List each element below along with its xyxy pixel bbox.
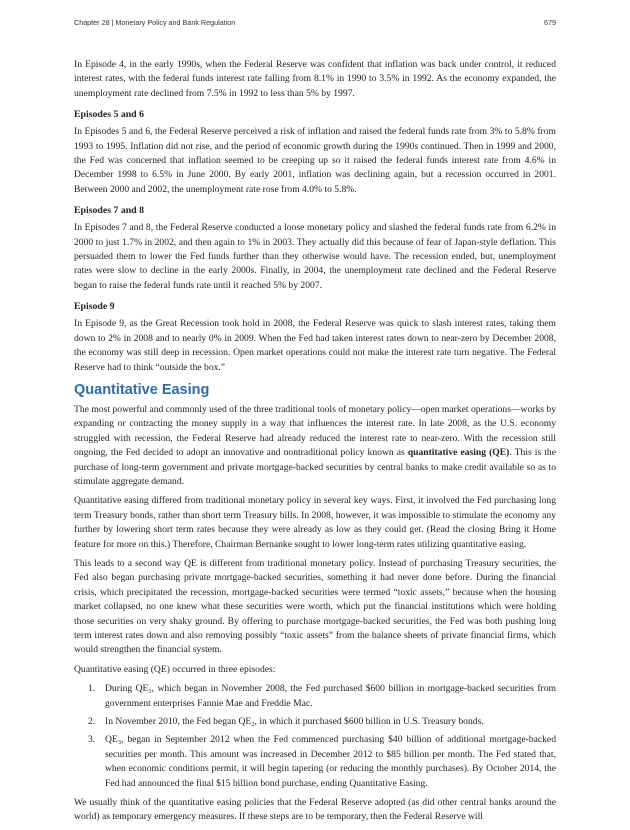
section-heading-quantitative-easing: Quantitative Easing [74, 381, 210, 398]
list-number: 3. [88, 734, 96, 746]
list-text: , in which it purchased $600 billion in U.S. Treasury bonds. [254, 716, 484, 728]
paragraph-qe-temporary: We usually think of the quantitative easing policies that the Federal Reserve adopted (as did other central banks around the world) as temporary emergency measures. If these steps are to be temporary, then the Federal Reserve will [74, 797, 556, 823]
list-item [74, 682, 556, 711]
qe-definition-text-a: The most powerful and commonly used of the three traditional tools of monetary policy—open market operations—works by expanding or contracting the money supply in a way that influences the interest rate. In late 2008, as the U.S. economy struggled with recession, the Federal Reserve had already reduced the interest rate to near-zero. With the recession still ongoing, the Fed decided to adopt an innovative and nontraditional policy known as [74, 403, 556, 459]
paragraph-qe-definition [74, 403, 556, 489]
heading-episodes-7-8: Episodes 7 and 8 [74, 205, 144, 217]
paragraph-episodes-5-6: In Episodes 5 and 6, the Federal Reserve perceived a risk of inflation and raised the federal funds rate from 3% to 5.8% from 1993 to 1995. Inflation did not rise, and the period of economic growth during the 1990s continued. Then in 1999 and 2000, the Fed was concerned that inflation seemed to be creeping up so it raised the federal funds interest rate from 4.6% in December 1998 to 6.5% in June 2000. By early 2001, inflation was declining again, but a recession occurred in 2001. Between 2000 and 2002, the unemployment rate rose from 4.0% to 5.8%. [74, 126, 556, 195]
heading-episodes-5-6: Episodes 5 and 6 [74, 109, 144, 121]
list-text: , began in September 2012 when the Fed commenced purchasing $40 billion of additional mortgage-backed securities per month. This amount was increased in December 2012 to $85 billion per month. The Fed stated that, when economic conditions permit, it will begin tapering (or reducing the monthly purchases). By October 2014, the Fed had announced the final $15 billion bond purchase, ending Quantitative Easing. [105, 734, 556, 789]
list-item [74, 733, 556, 791]
list-text: , which began in November 2008, the Fed purchased $600 billion in mortgage-backed securities from government enterprises Fannie Mae and Freddie Mac. [105, 683, 556, 709]
key-term-qe: quantitative easing (QE) [407, 447, 510, 459]
qe-definition-text-b: . This is the purchase of long-term government and private mortgage-backed securities by central banks to make credit available so as to stimulate aggregate demand. [74, 447, 556, 487]
heading-episode-9: Episode 9 [74, 301, 115, 313]
list-text: QE [105, 734, 118, 746]
subscript: 3 [117, 739, 122, 747]
list-text: During QE [105, 683, 149, 695]
running-header [74, 18, 556, 30]
subscript: 1 [148, 688, 152, 696]
qe-episodes-list [74, 682, 556, 791]
page-number: 679 [544, 18, 556, 27]
list-item [74, 715, 556, 729]
chapter-title: Chapter 28 | Monetary Policy and Bank Regulation [74, 18, 236, 27]
paragraph-qe-episodes-intro: Quantitative easing (QE) occurred in three episodes: [74, 663, 276, 675]
list-number: 2. [88, 716, 96, 728]
list-number: 1. [88, 683, 96, 695]
page-content [74, 58, 556, 830]
subscript: 2 [251, 721, 255, 729]
paragraph-qe-mortgage-securities: This leads to a second way QE is different from traditional monetary policy. Instead of purchasing Treasury securities, the Fed also began purchasing private mortgage-backed securities, something it had never done before. During the financial crisis, which precipitated the recession, mortgage-backed securities were termed “toxic assets,” because when the housing market collapsed, no one knew what these securities were worth, which put the financial institutions which were holding those securities on very shaky ground. By offering to purchase mortgage-backed securities, the Fed was both pushing long term interest rates down and also removing possibly “toxic assets” from the balance sheets of private financial firms, which would strengthen the financial system. [74, 557, 556, 656]
paragraph-qe-differences: Quantitative easing differed from traditional monetary policy in several key ways. First, it involved the Fed purchasing long term Treasury bonds, rather than short term Treasury bills. In 2008, however, it was impossible to stimulate the economy any further by lowering short term rates because they were already as low as they could get. (Read the closing Bring it Home feature for more on this.) Therefore, Chairman Bernanke sought to lower long-term rates utilizing quantitative easing. [74, 495, 556, 550]
list-text: In November 2010, the Fed began QE [105, 716, 252, 728]
paragraph-episode-9: In Episode 9, as the Great Recession took hold in 2008, the Federal Reserve was quick to slash interest rates, taking them down to 2% in 2008 and to nearly 0% in 2009. When the Fed had taken interest rates down to near-zero by December 2008, the economy was still deep in recession. Open market operations could not make the interest rate turn negative. The Federal Reserve had to think “outside the box.” [74, 318, 556, 373]
paragraph-episode-4: In Episode 4, in the early 1990s, when the Federal Reserve was confident that inflation was back under control, it reduced interest rates, with the federal funds interest rate falling from 8.1% in 1990 to 3.5% in 1992. As the economy expanded, the unemployment rate declined from 7.5% in 1992 to less than 5% by 1997. [74, 59, 556, 99]
paragraph-episodes-7-8: In Episodes 7 and 8, the Federal Reserve conducted a loose monetary policy and slashed the federal funds rate from 6.2% in 2000 to just 1.7% in 2002, and then again to 1% in 2003. They actually did this because of fear of Japan-style deflation. This persuaded them to lower the Fed funds further than they otherwise would have. The recession ended, but, unemployment rates were slow to decline in the early 2000s. Finally, in 2004, the unemployment rate declined and the Federal Reserve began to raise the federal funds rate until it reached 5% by 2007. [74, 222, 556, 291]
